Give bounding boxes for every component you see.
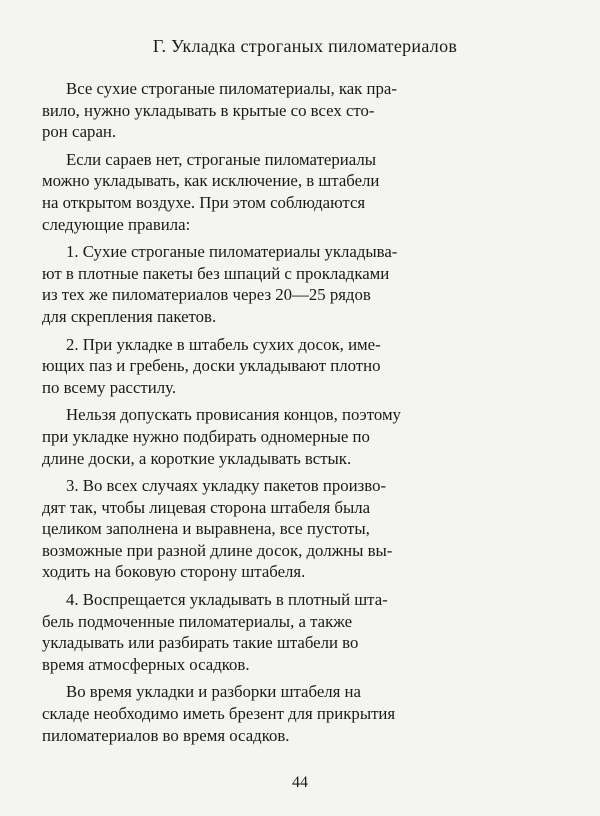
text-line: укладывать или разбирать такие штабели во	[42, 633, 359, 653]
text-line: длине доски, а короткие укладывать встык.	[42, 448, 352, 468]
text-line: складе необходимо иметь брезент для прикрытия	[42, 704, 396, 724]
text-line: ходить на боковую сторону штабеля.	[42, 562, 306, 582]
paragraph-sagging	[42, 404, 568, 469]
text-line: Нельзя допускать провисания концов, поэтому	[66, 405, 401, 425]
text-line: 1. Сухие строганые пиломатериалы укладыва-	[66, 242, 398, 262]
paragraph-rule-4	[42, 589, 568, 675]
text-line: по всему расстилу.	[42, 377, 177, 397]
text-line: время атмосферных осадков.	[42, 654, 250, 674]
text-line: из тех же пиломатериалов через 20—25 рядов	[42, 285, 371, 305]
text-line: вило, нужно укладывать в крытые со всех сто-	[42, 100, 375, 120]
text-line: Во время укладки и разборки штабеля на	[66, 682, 361, 702]
page-number: 44	[292, 774, 308, 791]
text-line: рон саран.	[42, 122, 117, 142]
text-line: 4. Воспрещается укладывать в плотный шта-	[66, 590, 388, 610]
text-line: можно укладывать, как исключение, в штабели	[42, 171, 380, 191]
text-line: следующие правила:	[42, 214, 191, 234]
text-line: Если сараев нет, строганые пиломатериалы	[66, 149, 376, 169]
text-line: на открытом воздухе. При этом соблюдаются	[42, 192, 366, 212]
text-line: ющих паз и гребень, доски укладывают плотно	[42, 356, 381, 376]
text-line: 2. При укладке в штабель сухих досок, име-	[66, 334, 381, 354]
text-line: Все сухие строганые пиломатериалы, как пра-	[66, 79, 397, 98]
paragraph-rule-2	[42, 334, 568, 399]
text-line: 3. Во всех случаях укладку пакетов произво-	[66, 476, 387, 496]
text-line: ют в плотные пакеты без шпаций с прокладками	[42, 263, 390, 283]
text-line: бель подмоченные пиломатериалы, а также	[42, 611, 353, 631]
text-line: дят так, чтобы лицевая сторона штабеля была	[42, 497, 371, 517]
text-line: для скрепления пакетов.	[42, 306, 217, 326]
text-line: целиком заполнена и выравнена, все пустоты,	[42, 519, 370, 539]
section-heading: Г. Укладка строганых пиломатериалов	[152, 36, 458, 56]
text-line: при укладке нужно подбирать одномерные по	[42, 426, 370, 446]
text-line: возможные при разной длине досок, должны вы-	[42, 540, 393, 560]
text-line: пиломатериалов во время осадков.	[42, 725, 290, 745]
paragraph-intro	[42, 78, 568, 143]
paragraph-tarpaulin	[42, 681, 568, 746]
paragraph-rule-3	[42, 475, 568, 583]
paragraph-rule-1	[42, 241, 568, 327]
paragraph-no-sheds	[42, 149, 568, 235]
